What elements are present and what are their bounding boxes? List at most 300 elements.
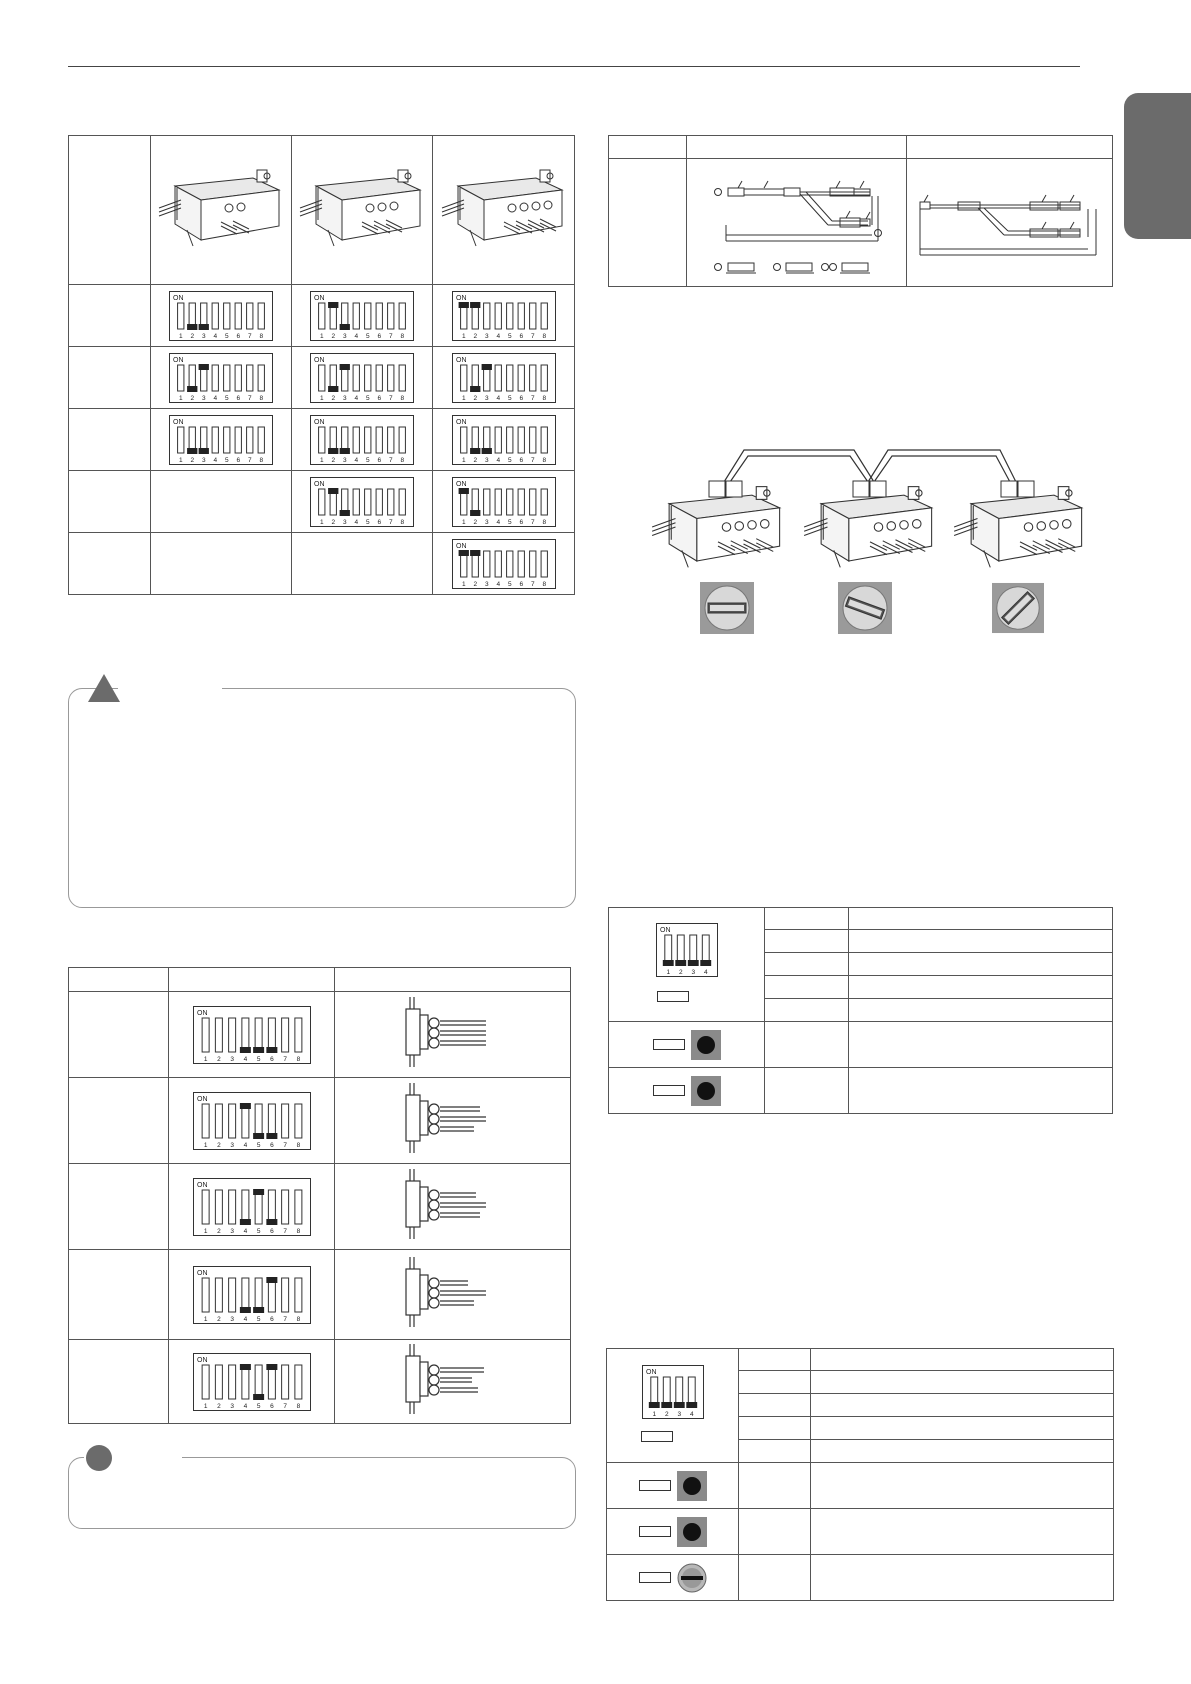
- dip-pin-number: 8: [296, 1315, 300, 1323]
- dip-pin-number: 7: [282, 1055, 287, 1063]
- dip-pin-number: 6: [236, 332, 241, 340]
- dip-switch[interactable]: [452, 415, 556, 465]
- dip-pin-off: [673, 1402, 684, 1408]
- dip-switch[interactable]: [452, 539, 556, 589]
- dip-switch[interactable]: [452, 477, 556, 527]
- dip-pin-number: 1: [319, 394, 324, 402]
- dip-pin-number: 2: [216, 1402, 221, 1410]
- dip-pin-off: [199, 324, 209, 330]
- dip-pin-number: 8: [400, 518, 405, 526]
- dip-pin-number: 3: [484, 456, 489, 464]
- dip-pin-number: 2: [472, 580, 477, 588]
- dip-pin-number: 1: [203, 1227, 207, 1235]
- dip-pin-number: 1: [203, 1055, 207, 1063]
- dip-pin-number: 3: [676, 1411, 681, 1418]
- dip-pin-number: 8: [400, 332, 405, 340]
- dip-pin-on: [253, 1189, 264, 1195]
- dip-pin: [319, 303, 325, 329]
- dip-setting-table-top: [68, 135, 575, 595]
- valve-connector-diagram: [388, 1255, 518, 1329]
- dip-pin: [353, 489, 359, 515]
- dip-pin: [258, 427, 264, 453]
- dip-pin-number: 3: [229, 1055, 234, 1063]
- dip-switch[interactable]: [193, 1266, 311, 1324]
- dip-pin: [483, 303, 489, 329]
- dip-pin-number: 7: [388, 394, 393, 402]
- dip-pin-number: 8: [541, 456, 546, 464]
- dip-pin: [460, 365, 466, 391]
- dip-pin-number: 1: [319, 456, 324, 464]
- switch-label-box: [641, 1431, 673, 1442]
- dip-pin-off: [470, 448, 480, 454]
- dip-pin: [365, 489, 371, 515]
- dip-pin: [388, 303, 394, 329]
- dip-pin-number: 6: [518, 518, 523, 526]
- dip-pin-number: 5: [256, 1402, 260, 1410]
- dip-pin-number: 4: [495, 332, 500, 340]
- header-rule: [68, 66, 1080, 67]
- dip-pin-number: 6: [518, 456, 523, 464]
- dip-on-label: ON: [455, 356, 466, 364]
- row-label-cell: [609, 159, 687, 287]
- dip-pin-off: [187, 324, 197, 330]
- dip-pin-number: 1: [319, 518, 324, 526]
- dip-pin: [506, 427, 512, 453]
- dip-pin: [202, 1190, 209, 1224]
- note-box: [68, 1457, 576, 1529]
- dip-pin: [247, 427, 253, 453]
- dip-pin-number: 1: [461, 518, 466, 526]
- dip-pin-number: 8: [400, 456, 405, 464]
- dip-pin-number: 6: [377, 394, 382, 402]
- dip-pin: [460, 427, 466, 453]
- terminal-block: [852, 480, 890, 498]
- dip-pin: [212, 365, 218, 391]
- rotary-switch-photo-3: [992, 582, 1044, 634]
- dip-pin: [388, 489, 394, 515]
- dip-pin-off: [648, 1402, 659, 1408]
- dip-pin-number: 7: [388, 518, 393, 526]
- rotary-knob-icon[interactable]: [691, 1076, 721, 1106]
- dip-pin: [495, 427, 501, 453]
- dip-pin: [376, 427, 382, 453]
- dip-pin-number: 3: [342, 518, 347, 526]
- dip-switch[interactable]: [310, 353, 414, 403]
- note-circle-icon: [84, 1443, 114, 1473]
- dip-pin-number: 5: [224, 456, 229, 464]
- dip-switch[interactable]: [193, 1092, 311, 1150]
- dip-pin: [294, 1104, 301, 1138]
- dip-pin-on: [266, 1277, 277, 1283]
- dip-pin: [399, 427, 405, 453]
- dip-pin: [281, 1190, 288, 1224]
- dip-pin-number: 4: [243, 1141, 247, 1149]
- dip-pin-number: 7: [282, 1227, 287, 1235]
- dip-pin-number: 2: [216, 1055, 221, 1063]
- rotary-knob-icon[interactable]: [677, 1517, 707, 1547]
- dip-pin: [495, 489, 501, 515]
- dip-pin-number: 8: [541, 394, 546, 402]
- dip-pin: [215, 1278, 222, 1312]
- dip-pin: [365, 303, 371, 329]
- dip-pin: [202, 1365, 209, 1399]
- dip-on-label: ON: [173, 418, 184, 426]
- dip-pin-number: 7: [530, 332, 535, 340]
- dip-pin: [268, 1104, 275, 1138]
- dip-on-label: ON: [455, 480, 466, 488]
- rotary-switch-cell: [609, 1022, 765, 1068]
- dip-pin-number: 4: [703, 969, 708, 976]
- dip-pin: [228, 1190, 235, 1224]
- dip-on-label: ON: [455, 294, 466, 302]
- dip-pin-number: 8: [296, 1141, 300, 1149]
- dip-pin: [294, 1190, 301, 1224]
- caution-box-header-gap: [118, 684, 222, 692]
- dip-pin: [518, 303, 524, 329]
- dip-pin-number: 1: [461, 394, 466, 402]
- dip-pin-number: 6: [269, 1227, 274, 1235]
- dip-pin: [215, 1365, 222, 1399]
- dip-pin: [228, 1278, 235, 1312]
- dip-pin: [255, 1190, 262, 1224]
- dip-pin-on: [199, 364, 209, 370]
- dip-pin-number: 4: [243, 1402, 247, 1410]
- dip-pin-off: [700, 960, 711, 966]
- dip-pin-off: [328, 448, 338, 454]
- dip-pin-number: 6: [269, 1315, 274, 1323]
- dip-pin-number: 3: [229, 1141, 234, 1149]
- dip-pin-number: 1: [665, 969, 670, 976]
- dip-pin-number: 5: [256, 1227, 260, 1235]
- rotary-switch-cell: [607, 1555, 739, 1601]
- dip-switch[interactable]: [193, 1178, 311, 1236]
- dip-on-label: ON: [196, 1181, 207, 1189]
- dip-pin-number: 5: [365, 332, 370, 340]
- dip-pin-number: 2: [472, 332, 477, 340]
- dip-switch[interactable]: [452, 291, 556, 341]
- dip-pin: [224, 303, 230, 329]
- dip-on-label: ON: [173, 356, 184, 364]
- empty-cell: [292, 533, 433, 595]
- dip-pin-number: 1: [319, 332, 324, 340]
- dip-pin-number: 6: [236, 394, 241, 402]
- setting-table-2: [606, 1348, 1114, 1601]
- dip-pin: [255, 1278, 262, 1312]
- dip-pin-off: [253, 1133, 264, 1139]
- dip-pin-number: 7: [530, 518, 535, 526]
- dip-pin-number: 2: [331, 518, 336, 526]
- dip-switch[interactable]: [193, 1006, 311, 1064]
- dip-pin-number: 5: [507, 580, 512, 588]
- dip-pin: [202, 1018, 209, 1052]
- dip-pin-number: 1: [461, 580, 466, 588]
- dip-pin-number: 5: [507, 518, 512, 526]
- dip-pin-number: 7: [530, 394, 535, 402]
- header-cell: [69, 968, 169, 992]
- dip-pin: [202, 1278, 209, 1312]
- dip-pin: [506, 551, 512, 577]
- dip-pin-on: [239, 1364, 250, 1370]
- dip-pin: [281, 1365, 288, 1399]
- dip-pin-number: 4: [354, 332, 359, 340]
- indoor-unit-diagram: [298, 164, 426, 252]
- dip-switch-4pin[interactable]: [642, 1365, 704, 1419]
- dip-pin-off: [187, 448, 197, 454]
- dip-pin: [319, 427, 325, 453]
- dip-pin-off: [328, 386, 338, 392]
- dip-pin-off: [187, 386, 197, 392]
- dip-pin-number: 5: [224, 394, 229, 402]
- dip-pin: [241, 1278, 248, 1312]
- dip-pin: [529, 365, 535, 391]
- dip-pin-number: 4: [495, 456, 500, 464]
- dip-pin-number: 5: [365, 518, 370, 526]
- switch-label-box: [639, 1480, 671, 1491]
- dip-pin: [376, 303, 382, 329]
- dip-switch-4pin[interactable]: [656, 923, 718, 977]
- dip-switch[interactable]: [169, 353, 273, 403]
- dip-pin-off: [340, 324, 350, 330]
- switch-label-box: [639, 1572, 671, 1583]
- header-cell: [169, 968, 335, 992]
- dip-switch[interactable]: [310, 291, 414, 341]
- dip-pin-number: 2: [331, 394, 336, 402]
- dip-pin-number: 7: [247, 332, 252, 340]
- dip-pin: [247, 303, 253, 329]
- dip-pin-number: 3: [342, 456, 347, 464]
- dip-switch[interactable]: [169, 415, 273, 465]
- dip-pin-number: 8: [296, 1227, 300, 1235]
- dip-pin-number: 8: [400, 394, 405, 402]
- rotary-slot-knob-icon[interactable]: [677, 1563, 707, 1593]
- dip-pin-number: 4: [213, 394, 218, 402]
- rotary-switch-cell: [607, 1509, 739, 1555]
- dip-pin: [541, 303, 547, 329]
- unit-drawing-cell: [292, 136, 433, 285]
- dip-pin: [376, 365, 382, 391]
- dip-pin: [518, 365, 524, 391]
- dip-pin-number: 4: [354, 456, 359, 464]
- dip-on-label: ON: [173, 294, 184, 302]
- warning-triangle-icon: [86, 672, 122, 704]
- dip-pin: [228, 1104, 235, 1138]
- dip-pin: [399, 365, 405, 391]
- branch-pipe-diagram-a: [690, 159, 904, 281]
- empty-cell: [151, 471, 292, 533]
- dip-pin-on: [328, 488, 338, 494]
- table-header-blank: [69, 136, 151, 285]
- dip-pin-off: [266, 1133, 277, 1139]
- dip-pin-number: 4: [689, 1411, 694, 1418]
- dip-pin-number: 2: [190, 456, 195, 464]
- dip-pin-off: [470, 386, 480, 392]
- dip-pin: [178, 303, 184, 329]
- dip-switch[interactable]: [310, 477, 414, 527]
- dip-pin-number: 8: [259, 394, 264, 402]
- dip-pin-number: 4: [354, 394, 359, 402]
- dip-pin-number: 6: [269, 1402, 274, 1410]
- dip-pin-number: 5: [365, 456, 370, 464]
- dip-pin: [518, 427, 524, 453]
- dip-pin: [212, 427, 218, 453]
- dip-pin-number: 3: [229, 1315, 234, 1323]
- dip-pin-number: 3: [201, 456, 206, 464]
- dip-pin-number: 2: [216, 1315, 221, 1323]
- rotary-switch-photo-2: [838, 582, 892, 634]
- dip-pin: [506, 365, 512, 391]
- dip-pin-on: [481, 364, 491, 370]
- dip-pin: [258, 303, 264, 329]
- dip-on-label: ON: [196, 1009, 207, 1017]
- dip-pin-off: [340, 510, 350, 516]
- dip-pin-on: [340, 364, 350, 370]
- header-cell: [609, 136, 687, 159]
- dip-pin: [483, 489, 489, 515]
- empty-cell: [151, 533, 292, 595]
- dip-pin-number: 5: [256, 1055, 260, 1063]
- dip-pin-number: 2: [678, 969, 683, 976]
- dip-pin-off: [253, 1047, 264, 1053]
- dip-pin: [212, 303, 218, 329]
- dip-pin-number: 1: [203, 1141, 207, 1149]
- dip-pin-number: 1: [178, 394, 183, 402]
- dip-pin: [255, 1018, 262, 1052]
- dip-pin-number: 3: [342, 332, 347, 340]
- dip-on-label: ON: [314, 356, 325, 364]
- dip-pin-off: [686, 1402, 697, 1408]
- dip-pin: [241, 1190, 248, 1224]
- row-label-cell: [69, 1164, 169, 1250]
- dip-pin-number: 8: [541, 518, 546, 526]
- dip-pin: [483, 551, 489, 577]
- row-label-cell: [69, 1250, 169, 1340]
- row-label-cell: [69, 1340, 169, 1424]
- dip-pin: [281, 1104, 288, 1138]
- dip-pin-number: 2: [216, 1227, 221, 1235]
- dip-pin: [353, 427, 359, 453]
- dip-pin-number: 7: [388, 332, 393, 340]
- row-label-cell: [69, 533, 151, 595]
- dip-pin: [388, 365, 394, 391]
- dip-pin-number: 5: [256, 1315, 260, 1323]
- rotary-knob-icon[interactable]: [691, 1030, 721, 1060]
- dip-pin-number: 2: [472, 456, 477, 464]
- rotary-switch-photo-1: [700, 582, 754, 634]
- dip-pin: [541, 551, 547, 577]
- dip-pin: [319, 489, 325, 515]
- dip-pin-on: [470, 302, 480, 308]
- dip-pin-off: [199, 448, 209, 454]
- dip-pin: [241, 1104, 248, 1138]
- switch-label-box: [653, 1085, 685, 1096]
- switch-label-box: [639, 1526, 671, 1537]
- dip-pin: [376, 489, 382, 515]
- dip-pin: [365, 365, 371, 391]
- dip-pin: [529, 489, 535, 515]
- dip-pin-number: 3: [484, 332, 489, 340]
- dip-pin: [281, 1278, 288, 1312]
- dip-pin-on: [458, 550, 468, 556]
- dip-pin-off: [266, 1219, 277, 1225]
- dip-pin-number: 2: [472, 518, 477, 526]
- dip-setting-table-bottom: [68, 967, 571, 1424]
- dip-pin-number: 4: [243, 1055, 247, 1063]
- dip-pin: [258, 365, 264, 391]
- rotary-knob-icon[interactable]: [677, 1471, 707, 1501]
- dip-pin-number: 6: [518, 394, 523, 402]
- dip-on-label: ON: [196, 1269, 207, 1277]
- dip4-cell: [609, 908, 765, 1022]
- dip-on-label: ON: [455, 418, 466, 426]
- dip-on-label: ON: [455, 542, 466, 550]
- dip-pin-on: [239, 1103, 250, 1109]
- dip-pin-number: 4: [243, 1315, 247, 1323]
- dip-switch[interactable]: [193, 1353, 311, 1411]
- dip-pin-number: 2: [216, 1141, 221, 1149]
- terminal-block: [708, 480, 746, 498]
- dip-pin-number: 5: [224, 332, 229, 340]
- dip-pin-number: 3: [201, 394, 206, 402]
- dip-on-label: ON: [314, 480, 325, 488]
- dip-pin: [506, 303, 512, 329]
- dip-pin: [241, 1365, 248, 1399]
- dip-pin-number: 5: [256, 1141, 260, 1149]
- dip-pin: [202, 1104, 209, 1138]
- pipe-branch-table: [608, 135, 1113, 287]
- dip-pin: [495, 303, 501, 329]
- section-side-tab: [1124, 93, 1191, 239]
- row-label-cell: [69, 347, 151, 409]
- dip-pin: [388, 427, 394, 453]
- dip-pin: [215, 1104, 222, 1138]
- indoor-unit-diagram: [157, 164, 285, 252]
- dip-pin: [495, 365, 501, 391]
- valve-connector-diagram: [388, 995, 518, 1069]
- unit-drawing-cell: [433, 136, 575, 285]
- dip-pin-off: [661, 1402, 672, 1408]
- dip-pin-number: 2: [331, 332, 336, 340]
- dip-on-label: ON: [196, 1095, 207, 1103]
- dip-switch[interactable]: [169, 291, 273, 341]
- dip-pin: [529, 551, 535, 577]
- valve-connector-diagram: [388, 1342, 518, 1416]
- dip-pin-off: [340, 448, 350, 454]
- dip-pin: [235, 365, 241, 391]
- branch-pipe-diagram-b: [910, 159, 1110, 281]
- dip-pin-number: 3: [484, 518, 489, 526]
- dip-pin-number: 2: [664, 1411, 669, 1418]
- dip-on-label: ON: [645, 1369, 656, 1376]
- dip-pin: [281, 1018, 288, 1052]
- dip-pin-number: 6: [236, 456, 241, 464]
- rotary-switch-cell: [607, 1463, 739, 1509]
- dip-pin-number: 2: [472, 394, 477, 402]
- dip-pin: [235, 427, 241, 453]
- dip-switch[interactable]: [452, 353, 556, 403]
- row-label-cell: [69, 471, 151, 533]
- dip-pin-number: 4: [495, 394, 500, 402]
- dip-switch[interactable]: [310, 415, 414, 465]
- dip-pin-number: 4: [243, 1227, 247, 1235]
- dip-pin-number: 8: [541, 332, 546, 340]
- dip-pin: [541, 365, 547, 391]
- dip-pin-off: [662, 960, 673, 966]
- dip-pin-number: 1: [461, 456, 466, 464]
- dip-pin: [268, 1018, 275, 1052]
- dip-pin: [365, 427, 371, 453]
- switch-label-box: [653, 1039, 685, 1050]
- dip-pin-number: 3: [342, 394, 347, 402]
